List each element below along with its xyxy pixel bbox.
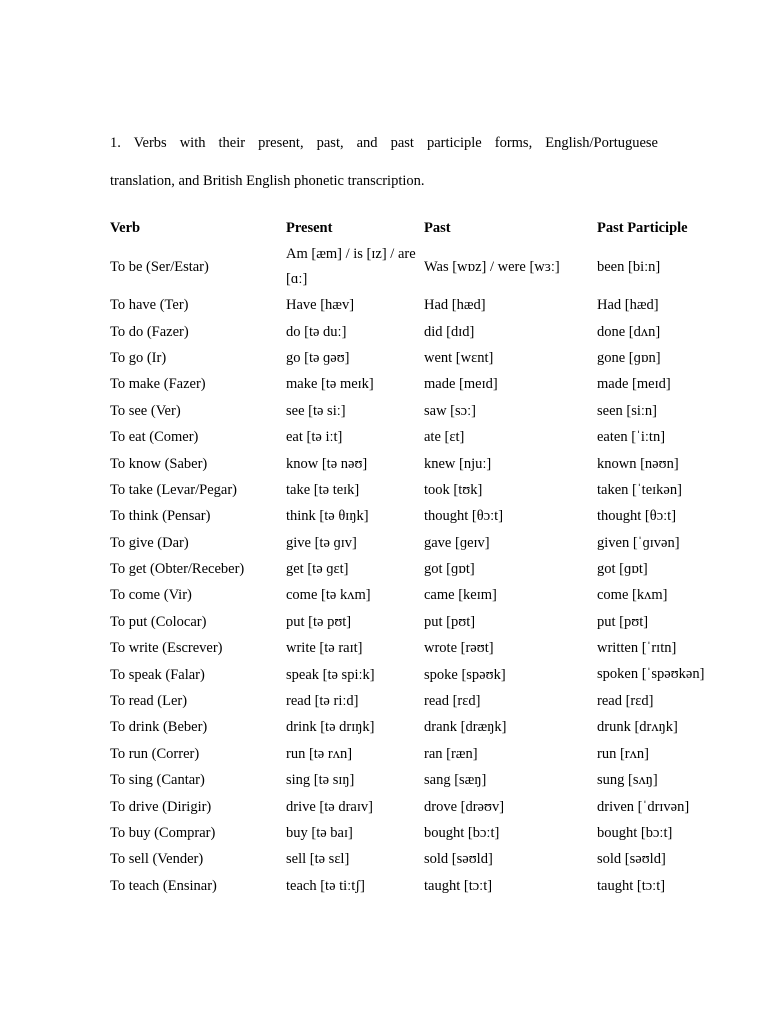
present-cell: take [tə teɪk] bbox=[286, 481, 360, 498]
present-cell: do [tə duː] bbox=[286, 323, 347, 340]
verb-cell: To drive (Dirigir) bbox=[110, 798, 212, 815]
past-cell: knew [njuː] bbox=[424, 455, 492, 472]
present-cell: see [tə siː] bbox=[286, 402, 346, 419]
verbs-table bbox=[110, 215, 710, 899]
verb-cell: To come (Vir) bbox=[110, 587, 192, 604]
table-row bbox=[110, 424, 710, 450]
past-cell: read [rɛd] bbox=[424, 693, 481, 710]
present-cell: drink [tə drɪŋk] bbox=[286, 719, 375, 736]
table-row bbox=[110, 530, 710, 556]
verb-cell: To give (Dar) bbox=[110, 534, 189, 551]
past-participle-cell: read [rɛd] bbox=[597, 693, 654, 710]
present-cell: read [tə riːd] bbox=[286, 693, 359, 710]
past-cell: sang [sæŋ] bbox=[424, 772, 487, 789]
past-cell: put [pʊt] bbox=[424, 613, 476, 630]
past-cell: spoke [spəʊk] bbox=[424, 666, 506, 683]
verb-cell: To take (Levar/Pegar) bbox=[110, 481, 238, 498]
past-participle-cell: given [ˈɡɪvən] bbox=[597, 534, 680, 551]
verb-cell: To run (Correr) bbox=[110, 745, 200, 762]
past-cell: saw [sɔː] bbox=[424, 402, 476, 419]
present-cell: know [tə nəʊ] bbox=[286, 455, 368, 472]
table-row bbox=[110, 398, 710, 424]
past-participle-cell: bought [bɔːt] bbox=[597, 825, 673, 841]
past-cell: wrote [rəʊt] bbox=[424, 640, 494, 657]
table-row bbox=[110, 873, 710, 899]
header-verb: Verb bbox=[110, 220, 141, 236]
intro-line-2: translation, and British English phonetic transcription. bbox=[110, 173, 425, 189]
past-participle-cell: got [ɡɒt] bbox=[597, 561, 648, 578]
verb-cell: To eat (Comer) bbox=[110, 429, 199, 446]
past-cell: bought [bɔːt] bbox=[424, 825, 500, 841]
past-cell: gave [ɡeɪv] bbox=[424, 534, 490, 551]
present-cell: speak [tə spiːk] bbox=[286, 666, 375, 683]
verb-cell: To make (Fazer) bbox=[110, 376, 206, 393]
verb-cell: To speak (Falar) bbox=[110, 666, 205, 683]
past-participle-cell: thought [θɔːt] bbox=[597, 508, 677, 525]
table-row bbox=[110, 556, 710, 582]
verb-cell: To buy (Comprar) bbox=[110, 825, 216, 841]
present-cell: sing [tə sɪŋ] bbox=[286, 772, 355, 789]
table-row bbox=[110, 846, 710, 872]
past-participle-cell: taught [tɔːt] bbox=[597, 877, 666, 894]
past-participle-cell: been [biːn] bbox=[597, 259, 661, 275]
past-participle-cell: gone [ɡɒn] bbox=[597, 349, 661, 366]
past-cell: went [wɛnt] bbox=[424, 349, 494, 366]
present-cell: teach [tə tiːtʃ] bbox=[286, 877, 365, 894]
present-cell: write [tə raɪt] bbox=[286, 640, 363, 657]
table-row bbox=[110, 714, 710, 740]
verb-cell: To sell (Vender) bbox=[110, 851, 204, 868]
past-cell: taught [tɔːt] bbox=[424, 877, 493, 894]
table-row bbox=[110, 635, 710, 661]
present-cell: think [tə θɪŋk] bbox=[286, 508, 369, 525]
past-participle-cell: drunk [drʌŋk] bbox=[597, 719, 678, 736]
past-cell: sold [səʊld] bbox=[424, 851, 493, 868]
table-row bbox=[110, 318, 710, 344]
past-cell: drove [drəʊv] bbox=[424, 798, 505, 815]
present-cell: eat [tə iːt] bbox=[286, 429, 343, 446]
past-participle-cell: Had [hæd] bbox=[597, 297, 659, 314]
past-participle-cell: run [rʌn] bbox=[597, 745, 649, 762]
intro-paragraph bbox=[110, 124, 658, 200]
present-cell: come [tə kʌm] bbox=[286, 587, 371, 604]
verb-cell: To write (Escrever) bbox=[110, 640, 223, 657]
verb-cell: To go (Ir) bbox=[110, 349, 167, 366]
table-header-row bbox=[110, 215, 710, 242]
past-participle-cell: taken [ˈteɪkən] bbox=[597, 481, 682, 498]
past-participle-cell: spoken [ˈspəʊkən] bbox=[597, 666, 705, 683]
verb-cell: To think (Pensar) bbox=[110, 508, 211, 525]
verb-cell: To be (Ser/Estar) bbox=[110, 259, 209, 275]
table-row bbox=[110, 741, 710, 767]
past-participle-cell: known [nəʊn] bbox=[597, 455, 679, 472]
past-cell: made [meɪd] bbox=[424, 376, 498, 393]
present-cell: get [tə ɡɛt] bbox=[286, 561, 349, 578]
table-row bbox=[110, 345, 710, 371]
present-cell: Have [hæv] bbox=[286, 297, 355, 314]
past-participle-cell: seen [siːn] bbox=[597, 402, 657, 419]
past-participle-cell: put [pʊt] bbox=[597, 613, 649, 630]
past-cell: Was [wɒz] / were [wɜː] bbox=[424, 259, 560, 275]
table-row bbox=[110, 477, 710, 503]
table-row bbox=[110, 582, 710, 608]
table-row bbox=[110, 793, 710, 819]
verb-cell: To see (Ver) bbox=[110, 402, 181, 419]
table-row bbox=[110, 371, 710, 397]
table-row bbox=[110, 292, 710, 318]
past-cell: thought [θɔːt] bbox=[424, 508, 504, 525]
past-cell: took [tʊk] bbox=[424, 481, 483, 498]
table-row bbox=[110, 688, 710, 714]
present-cell: give [tə ɡɪv] bbox=[286, 534, 357, 551]
verb-cell: To know (Saber) bbox=[110, 455, 208, 472]
header-past: Past bbox=[424, 220, 451, 236]
header-present: Present bbox=[286, 220, 333, 236]
present-cell: sell [tə sɛl] bbox=[286, 851, 350, 868]
past-participle-cell: done [dʌn] bbox=[597, 323, 661, 340]
table-row bbox=[110, 242, 710, 292]
table-row bbox=[110, 503, 710, 529]
verb-cell: To drink (Beber) bbox=[110, 719, 208, 736]
past-participle-cell: come [kʌm] bbox=[597, 587, 668, 604]
present-cell: drive [tə draɪv] bbox=[286, 798, 373, 815]
past-cell: came [keɪm] bbox=[424, 587, 497, 604]
verb-cell: To get (Obter/Receber) bbox=[110, 561, 245, 578]
past-cell: did [dɪd] bbox=[424, 323, 475, 340]
present-cell: Am [æm] / is [ɪz] / are [ɑː] bbox=[286, 246, 416, 287]
past-cell: drank [dræŋk] bbox=[424, 719, 507, 736]
table-row bbox=[110, 661, 710, 687]
present-cell: go [tə ɡəʊ] bbox=[286, 349, 350, 366]
past-participle-cell: eaten [ˈiːtn] bbox=[597, 429, 666, 446]
table-row bbox=[110, 609, 710, 635]
past-participle-cell: written [ˈrɪtn] bbox=[597, 640, 677, 657]
present-cell: run [tə rʌn] bbox=[286, 745, 353, 762]
verb-cell: To read (Ler) bbox=[110, 693, 188, 710]
present-cell: make [tə meɪk] bbox=[286, 376, 374, 393]
verb-cell: To have (Ter) bbox=[110, 297, 189, 314]
table-row bbox=[110, 450, 710, 476]
verb-cell: To put (Colocar) bbox=[110, 613, 207, 630]
header-past-participle: Past Participle bbox=[597, 220, 688, 236]
verb-cell: To teach (Ensinar) bbox=[110, 877, 217, 894]
table-row bbox=[110, 767, 710, 793]
past-participle-cell: sung [sʌŋ] bbox=[597, 772, 658, 789]
present-cell: buy [tə baɪ] bbox=[286, 825, 353, 841]
table-body bbox=[110, 242, 710, 899]
past-cell: ate [ɛt] bbox=[424, 429, 465, 446]
past-participle-cell: driven [ˈdrɪvən] bbox=[597, 798, 690, 815]
past-cell: Had [hæd] bbox=[424, 297, 486, 314]
table-row bbox=[110, 820, 710, 846]
verb-cell: To do (Fazer) bbox=[110, 323, 189, 340]
past-cell: ran [ræn] bbox=[424, 745, 478, 762]
verb-cell: To sing (Cantar) bbox=[110, 772, 205, 789]
present-cell: put [tə pʊt] bbox=[286, 613, 352, 630]
past-participle-cell: made [meɪd] bbox=[597, 376, 671, 393]
past-cell: got [ɡɒt] bbox=[424, 561, 475, 578]
past-participle-cell: sold [səʊld] bbox=[597, 851, 666, 868]
intro-line-1: 1. Verbs with their present, past, and past participle forms, English/Portuguese bbox=[110, 135, 658, 151]
